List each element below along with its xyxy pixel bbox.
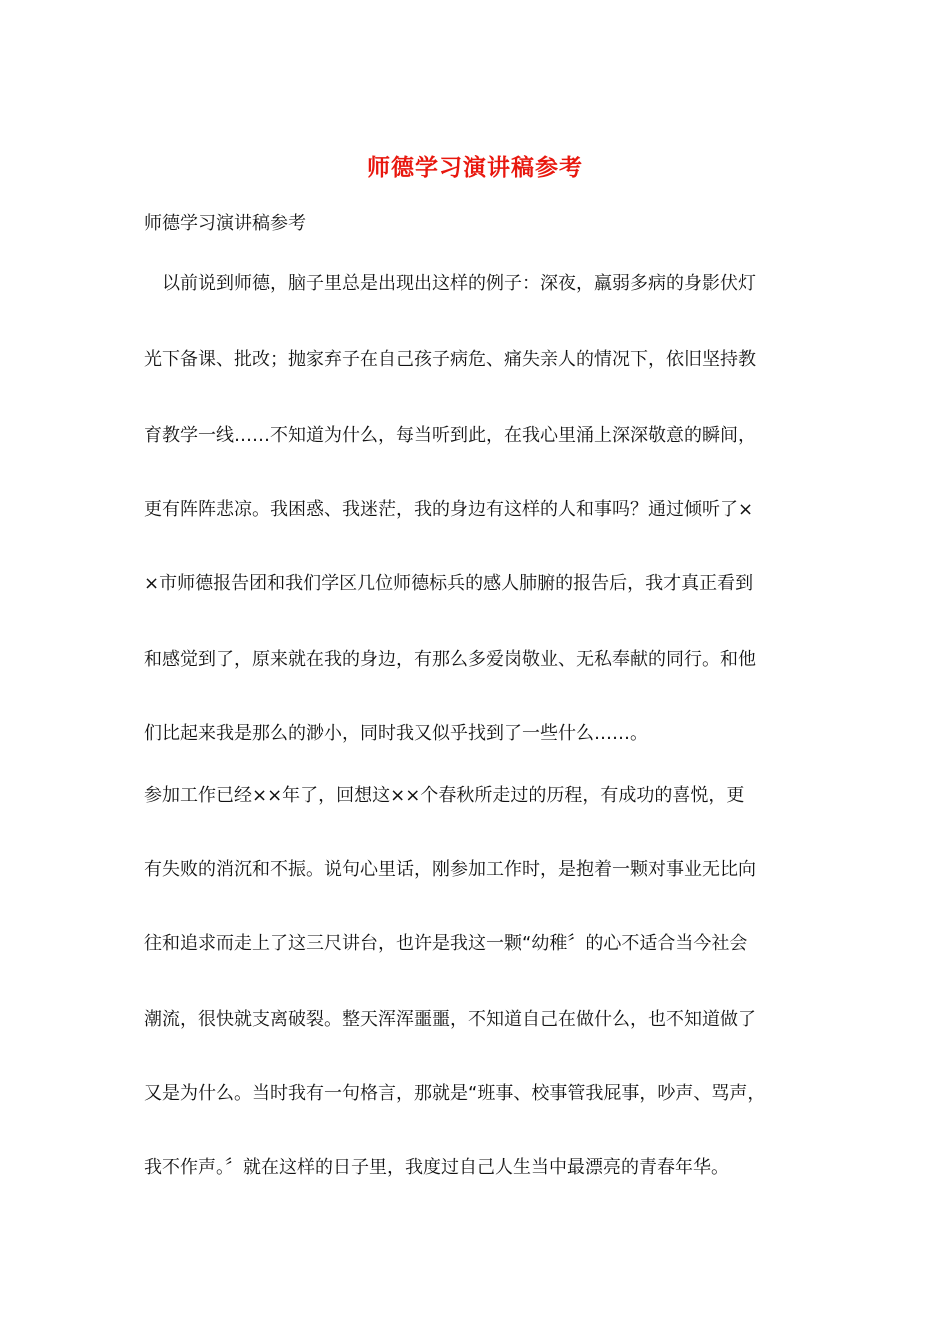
paragraph-line: 又是为什么。当时我有一句格言，那就是“班事、校事管我屁事，吵声、骂声， [144, 1083, 766, 1104]
paragraph-line: 育教学一线……不知道为什么，每当听到此，在我心里涌上深深敬意的瞬间， [144, 425, 756, 446]
document-title: 师德学习演讲稿参考 [367, 155, 583, 181]
paragraph-line: 以前说到师德，脑子里总是出现出这样的例子：深夜，羸弱多病的身影伏灯 [144, 273, 756, 294]
paragraph-line: 往和追求而走上了这三尺讲台，也许是我这一颗“幼稚〞的心不适合当今社会 [144, 933, 748, 954]
document-subtitle: 师德学习演讲稿参考 [144, 213, 306, 234]
paragraph-line: 我不作声。〞就在这样的日子里，我度过自己人生当中最漂亮的青春年华。 [144, 1157, 729, 1178]
paragraph-line: 有失败的消沉和不振。说句心里话，刚参加工作时，是抱着一颗对事业无比向 [144, 859, 756, 880]
paragraph-line: ×市师德报告团和我们学区几位师德标兵的感人肺腑的报告后，我才真正看到 [144, 573, 754, 594]
paragraph-line: 光下备课、批改；抛家弃子在自己孩子病危、痛失亲人的情况下，依旧坚持教 [144, 349, 756, 370]
paragraph-line: 和感觉到了，原来就在我的身边，有那么多爱岗敬业、无私奉献的同行。和他 [144, 649, 756, 670]
paragraph-line: 参加工作已经××年了，回想这××个春秋所走过的历程，有成功的喜悦，更 [144, 785, 745, 806]
paragraph-line: 潮流，很快就支离破裂。整天浑浑噩噩，不知道自己在做什么，也不知道做了 [144, 1009, 756, 1030]
paragraph-line: 们比起来我是那么的渺小，同时我又似乎找到了一些什么……。 [144, 723, 648, 744]
paragraph-line: 更有阵阵悲凉。我困惑、我迷茫，我的身边有这样的人和事吗？通过倾听了× [144, 499, 754, 520]
